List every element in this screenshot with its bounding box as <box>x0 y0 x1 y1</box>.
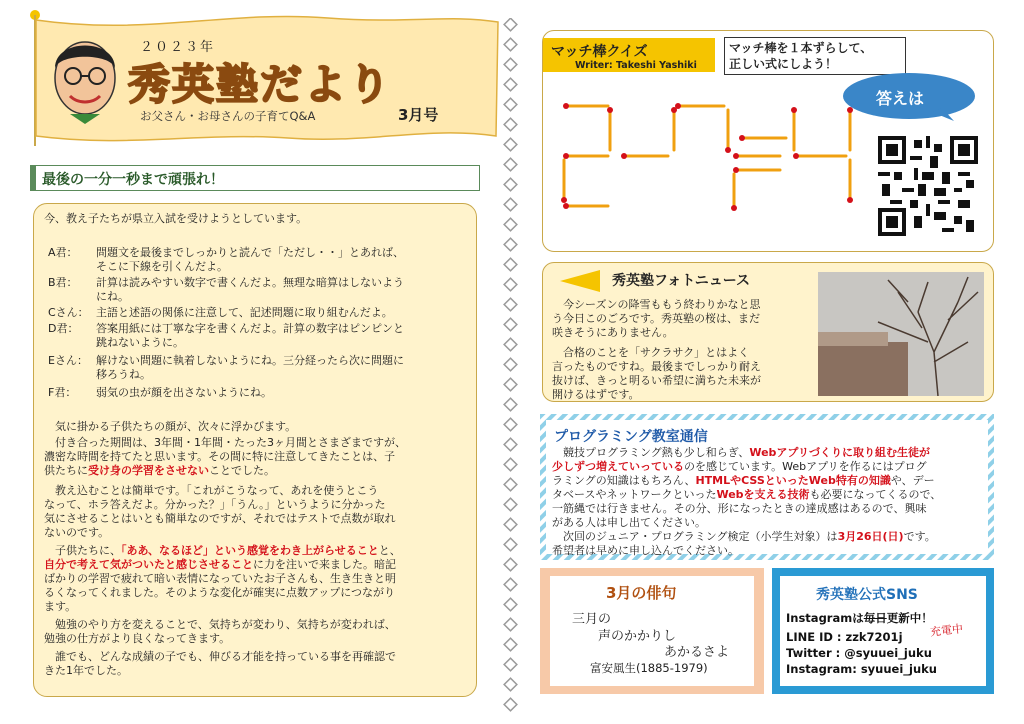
body-text: 誰でも、どんな成績の子でも、伸びる才能を持っている事を再確認で <box>44 650 396 663</box>
sns-instagram[interactable]: Instagram: syuuei_juku <box>786 662 937 676</box>
body-text: 勉強のやり方を変えることで、気持ちが変わり、気持ちが変われば、 <box>44 618 396 631</box>
advice-line: 計算は読みやすい数字で書くんだよ。無理な暗算はしないよう <box>96 276 404 289</box>
highlight-text: 自分で考えて気がついたと感じさせること <box>44 558 253 571</box>
sns-twitter[interactable]: Twitter : @syuuei_juku <box>786 646 932 660</box>
programming-text: 一筋縄では行きません。その分、形になったときの達成感はあるので、興味 <box>552 502 927 515</box>
quiz-title: マッチ棒クイズ <box>551 44 648 60</box>
advice-line: 跳ねないように。 <box>96 336 184 349</box>
matchstick-puzzle <box>556 96 872 226</box>
programming-text: 次回のジュニア・プログラミング検定（小学生対象）は3月26日(日)です。 <box>552 530 936 543</box>
programming-title: プログラミング教室通信 <box>554 429 708 445</box>
highlight-text: Webアプリづくりに取り組む生徒が <box>749 446 930 459</box>
advice-label: D君： <box>48 322 79 335</box>
advice-line: にね。 <box>96 290 129 303</box>
photo-news-text: 開けるはずです。 <box>552 388 640 401</box>
body-text: 教え込むことは簡単です。「これがこうなって、あれを使うとこう <box>44 484 379 497</box>
haiku-title: 3月の俳句 <box>606 584 677 602</box>
advice-label: B君： <box>48 276 78 289</box>
article-heading: 最後の一分一秒まで頑張れ！ <box>30 165 480 191</box>
body-text: ばかりの学習で疲れて暗い表情になっていたお子さんも、生き生きと明 <box>44 572 396 585</box>
advice-label: Eさん： <box>48 354 88 367</box>
highlight-text: 3月26日(日) <box>837 530 904 543</box>
photo-news-text: う今日このごろです。秀英塾の桜は、まだ <box>552 312 761 325</box>
advice-label: F君： <box>48 386 77 399</box>
megaphone-icon <box>556 268 606 294</box>
body-text: 供たちに受け身の学習をさせないことでした。 <box>44 464 275 477</box>
advice-line: 問題文を最後までしっかりと読んで「ただし・・」とあれば、 <box>96 246 404 259</box>
issue-month: 3月号 <box>398 106 439 124</box>
highlight-text: 「ああ、なるほど」という感覚をわき上がらせること <box>121 544 379 557</box>
body-text: きた1年でした。 <box>44 664 128 677</box>
body-text: なって、ホラ答えだよ。分かった？」「うん。」というように分かった <box>44 498 386 511</box>
advice-line: そこに下線を引くんだよ。 <box>96 260 228 273</box>
instruction-line: マッチ棒を１本ずらして、 <box>729 41 873 55</box>
issue-year: ２０２３年 <box>140 40 216 55</box>
body-text: 濃密な時間を持てたと思います。その間に特に注意してきたことは、子 <box>44 450 396 463</box>
photo-news-text: 今シーズンの降雪ももう終わりかなと思 <box>552 298 761 311</box>
advice-line: 弱気の虫が顔を出さないようにね。 <box>96 386 272 399</box>
advice-line: 解けない問題に執着しないようにね。三分経ったら次に問題に <box>96 354 404 367</box>
body-text: 自分で考えて気がついたと感じさせることに力を注いで来ました。暗記 <box>44 558 396 571</box>
programming-text: タベースやネットワークといったWebを支える技術も必要になってくるので、 <box>552 488 942 501</box>
advice-label: A君： <box>48 246 78 259</box>
newsletter-title: 秀英塾だより <box>128 60 393 109</box>
photo-news-text: 合格のことを「サクラサク」とはよく <box>552 346 750 359</box>
teacher-caricature <box>40 28 130 124</box>
highlight-text: 受け身の学習をさせない <box>88 464 209 477</box>
body-text: 子供たちに、「ああ、なるほど」という感覚をわき上がらせることと、 <box>44 544 401 557</box>
body-text: ます。 <box>44 600 77 613</box>
body-text: ないのです。 <box>44 526 110 539</box>
advice-line: 答案用紙には丁寧な字を書くんだよ。計算の数字はピンピンと <box>96 322 404 335</box>
qr-code-icon[interactable] <box>878 136 978 236</box>
programming-text: がある人は申し出てください。 <box>552 516 706 529</box>
body-text: 付き合った期間は、3年間・1年間・たった3ヶ月間とさまざまですが、 <box>44 436 406 449</box>
programming-text: 競技プログラミング熱も少し和らぎ、Webアプリづくりに取り組む生徒が <box>552 446 930 459</box>
highlight-text: Webを支える技術 <box>716 488 810 501</box>
diamond-divider <box>500 18 522 718</box>
haiku-line: 声のかかりし <box>598 629 677 644</box>
sns-line-id[interactable]: LINE ID : zzk7201j <box>786 630 903 644</box>
quiz-instruction <box>724 37 906 75</box>
sns-title: 秀英塾公式SNS <box>816 587 918 603</box>
haiku-line: 三月の <box>572 612 612 627</box>
sns-instagram-status: Instagramは毎日更新中！ <box>786 611 933 625</box>
body-text: 気にさせることはいとも簡単なのですが、それではテストで点数が取れ <box>44 512 396 525</box>
haiku-author: 富安風生(1885-1979) <box>590 661 708 675</box>
photo-news-title: 秀英塾フォトニュース <box>612 273 751 289</box>
photo-news-text: 抜けば、きっと明るい希望に満ちた未来が <box>552 374 761 387</box>
instruction-line: 正しい式にしよう！ <box>729 57 838 71</box>
advice-line: 主語と述語の関係に注意して、記述問題に取り組むんだよ。 <box>96 306 393 319</box>
highlight-text: 少しずつ増えていっている <box>552 460 684 473</box>
programming-text: ラミングの知識はもちろん、HTMLやCSSといったWeb特有の知識や、デー <box>552 474 935 487</box>
body-text: 勉強の仕方がより良くなってきます。 <box>44 632 231 645</box>
answer-label: 答えは <box>876 89 925 108</box>
photo-news-text: 咲きそうにありません。 <box>552 326 674 339</box>
body-text: 気に掛かる子供たちの顔が、次々に浮かびます。 <box>44 420 297 433</box>
cherry-tree-photo <box>818 272 984 396</box>
newsletter-subtitle: お父さん・お母さんの子育てQ&A <box>140 109 316 123</box>
programming-text: 少しずつ増えていっているのを感じています。Webアプリを作るにはプログ <box>552 460 927 473</box>
intro-text: 今、教え子たちが県立入試を受けようとしています。 <box>44 212 308 225</box>
body-text: るくなってくれました。そのような変化が確実に点数アップにつながり <box>44 586 396 599</box>
photo-news-text: 言ったものですね。最後までしっかり耐え <box>552 360 761 373</box>
handwritten-note: 充電中 <box>929 622 964 639</box>
haiku-line: あかるさよ <box>664 645 730 660</box>
advice-label: Cさん： <box>48 306 89 319</box>
advice-line: 移ろうね。 <box>96 368 151 381</box>
highlight-text: HTMLやCSSといったWeb特有の知識 <box>695 474 891 487</box>
programming-text: 希望者は早めに申し込んでください。 <box>552 544 739 557</box>
quiz-writer: Writer: Takeshi Yashiki <box>575 60 697 71</box>
